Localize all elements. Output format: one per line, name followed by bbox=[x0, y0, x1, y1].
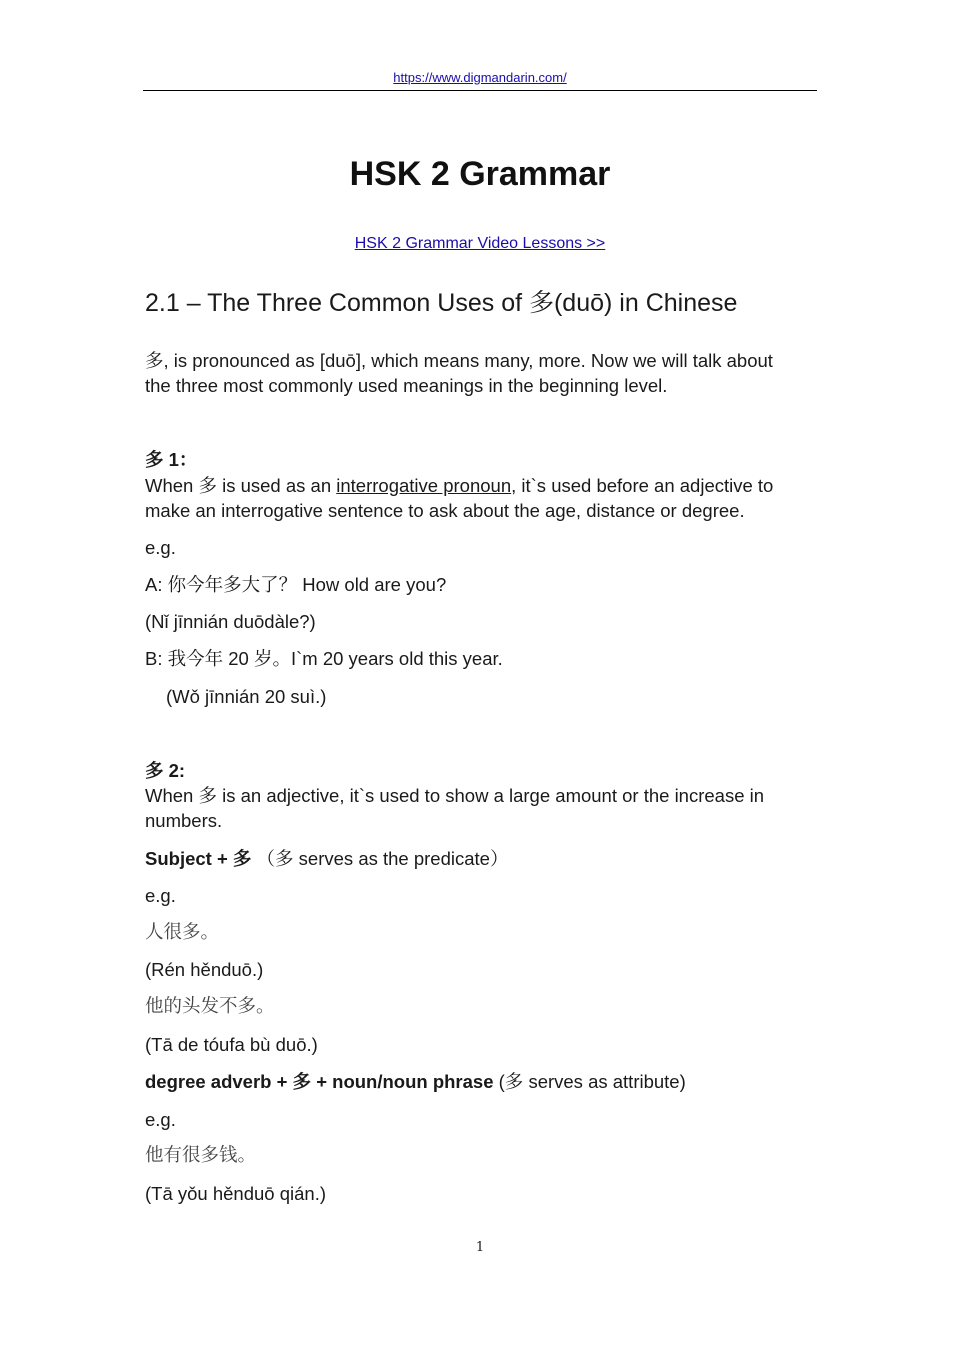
pattern-2-note: (多 serves as attribute) bbox=[493, 1071, 686, 1092]
use2-line-1: When 多 is an adjective, it`s used to show a large amount or the increase in bbox=[145, 785, 765, 806]
header-divider bbox=[143, 90, 817, 91]
use2-label: 多 2: bbox=[145, 760, 186, 781]
example-1-pinyin: (Rén hěnduō.) bbox=[145, 959, 264, 980]
use2-eg-2: e.g. bbox=[145, 1109, 176, 1130]
page-number: 1 bbox=[475, 1240, 485, 1255]
section-heading: 2.1 – The Three Common Uses of 多(duō) in Chinese bbox=[145, 289, 738, 317]
pattern-1-formula: Subject + 多 bbox=[145, 848, 252, 869]
pattern-1 bbox=[145, 847, 508, 871]
example-2-pinyin: (Tā de tóufa bù duō.) bbox=[145, 1034, 318, 1055]
use1-text-post: , it`s used before an adjective to bbox=[511, 475, 774, 496]
pattern-2-formula: degree adverb + 多 + noun/noun phrase bbox=[145, 1071, 494, 1092]
use2-line-2: numbers. bbox=[145, 810, 223, 831]
use1-label: 多 1： bbox=[145, 449, 198, 470]
example-b: B: 我今年 20 岁。I`m 20 years old this year. bbox=[145, 648, 503, 669]
use1-line-2: make an interrogative sentence to ask about the age, distance or degree. bbox=[145, 500, 745, 521]
intro-line-1: 多, is pronounced as [duō], which means many, more. Now we will talk about bbox=[145, 350, 773, 371]
use2-eg-1: e.g. bbox=[145, 885, 176, 906]
pattern-1-note: （多 serves as the predicate） bbox=[251, 848, 509, 869]
example-2: 他的头发不多。 bbox=[145, 996, 275, 1017]
pattern-2 bbox=[145, 1070, 686, 1094]
use1-text-pre: When 多 is used as an bbox=[145, 475, 337, 496]
example-b-pinyin: (Wǒ jīnnián 20 suì.) bbox=[166, 686, 327, 707]
header-url-link[interactable]: https://www.digmandarin.com/ bbox=[393, 70, 567, 85]
example-a: A: 你今年多大了？ How old are you? bbox=[145, 574, 447, 595]
interrogative-pronoun-term: interrogative pronoun bbox=[336, 475, 512, 496]
example-3: 他有很多钱。 bbox=[145, 1145, 257, 1166]
example-1: 人很多。 bbox=[145, 922, 220, 943]
use1-eg: e.g. bbox=[145, 537, 176, 558]
example-3-pinyin: (Tā yǒu hěnduō qián.) bbox=[145, 1183, 327, 1204]
page-title: HSK 2 Grammar bbox=[349, 155, 611, 193]
example-a-pinyin: (Nǐ jīnnián duōdàle?) bbox=[145, 611, 316, 632]
intro-line-2: the three most commonly used meanings in the beginning level. bbox=[145, 375, 668, 396]
video-lessons-link[interactable]: HSK 2 Grammar Video Lessons >> bbox=[354, 235, 606, 252]
use1-line-1 bbox=[145, 474, 773, 498]
